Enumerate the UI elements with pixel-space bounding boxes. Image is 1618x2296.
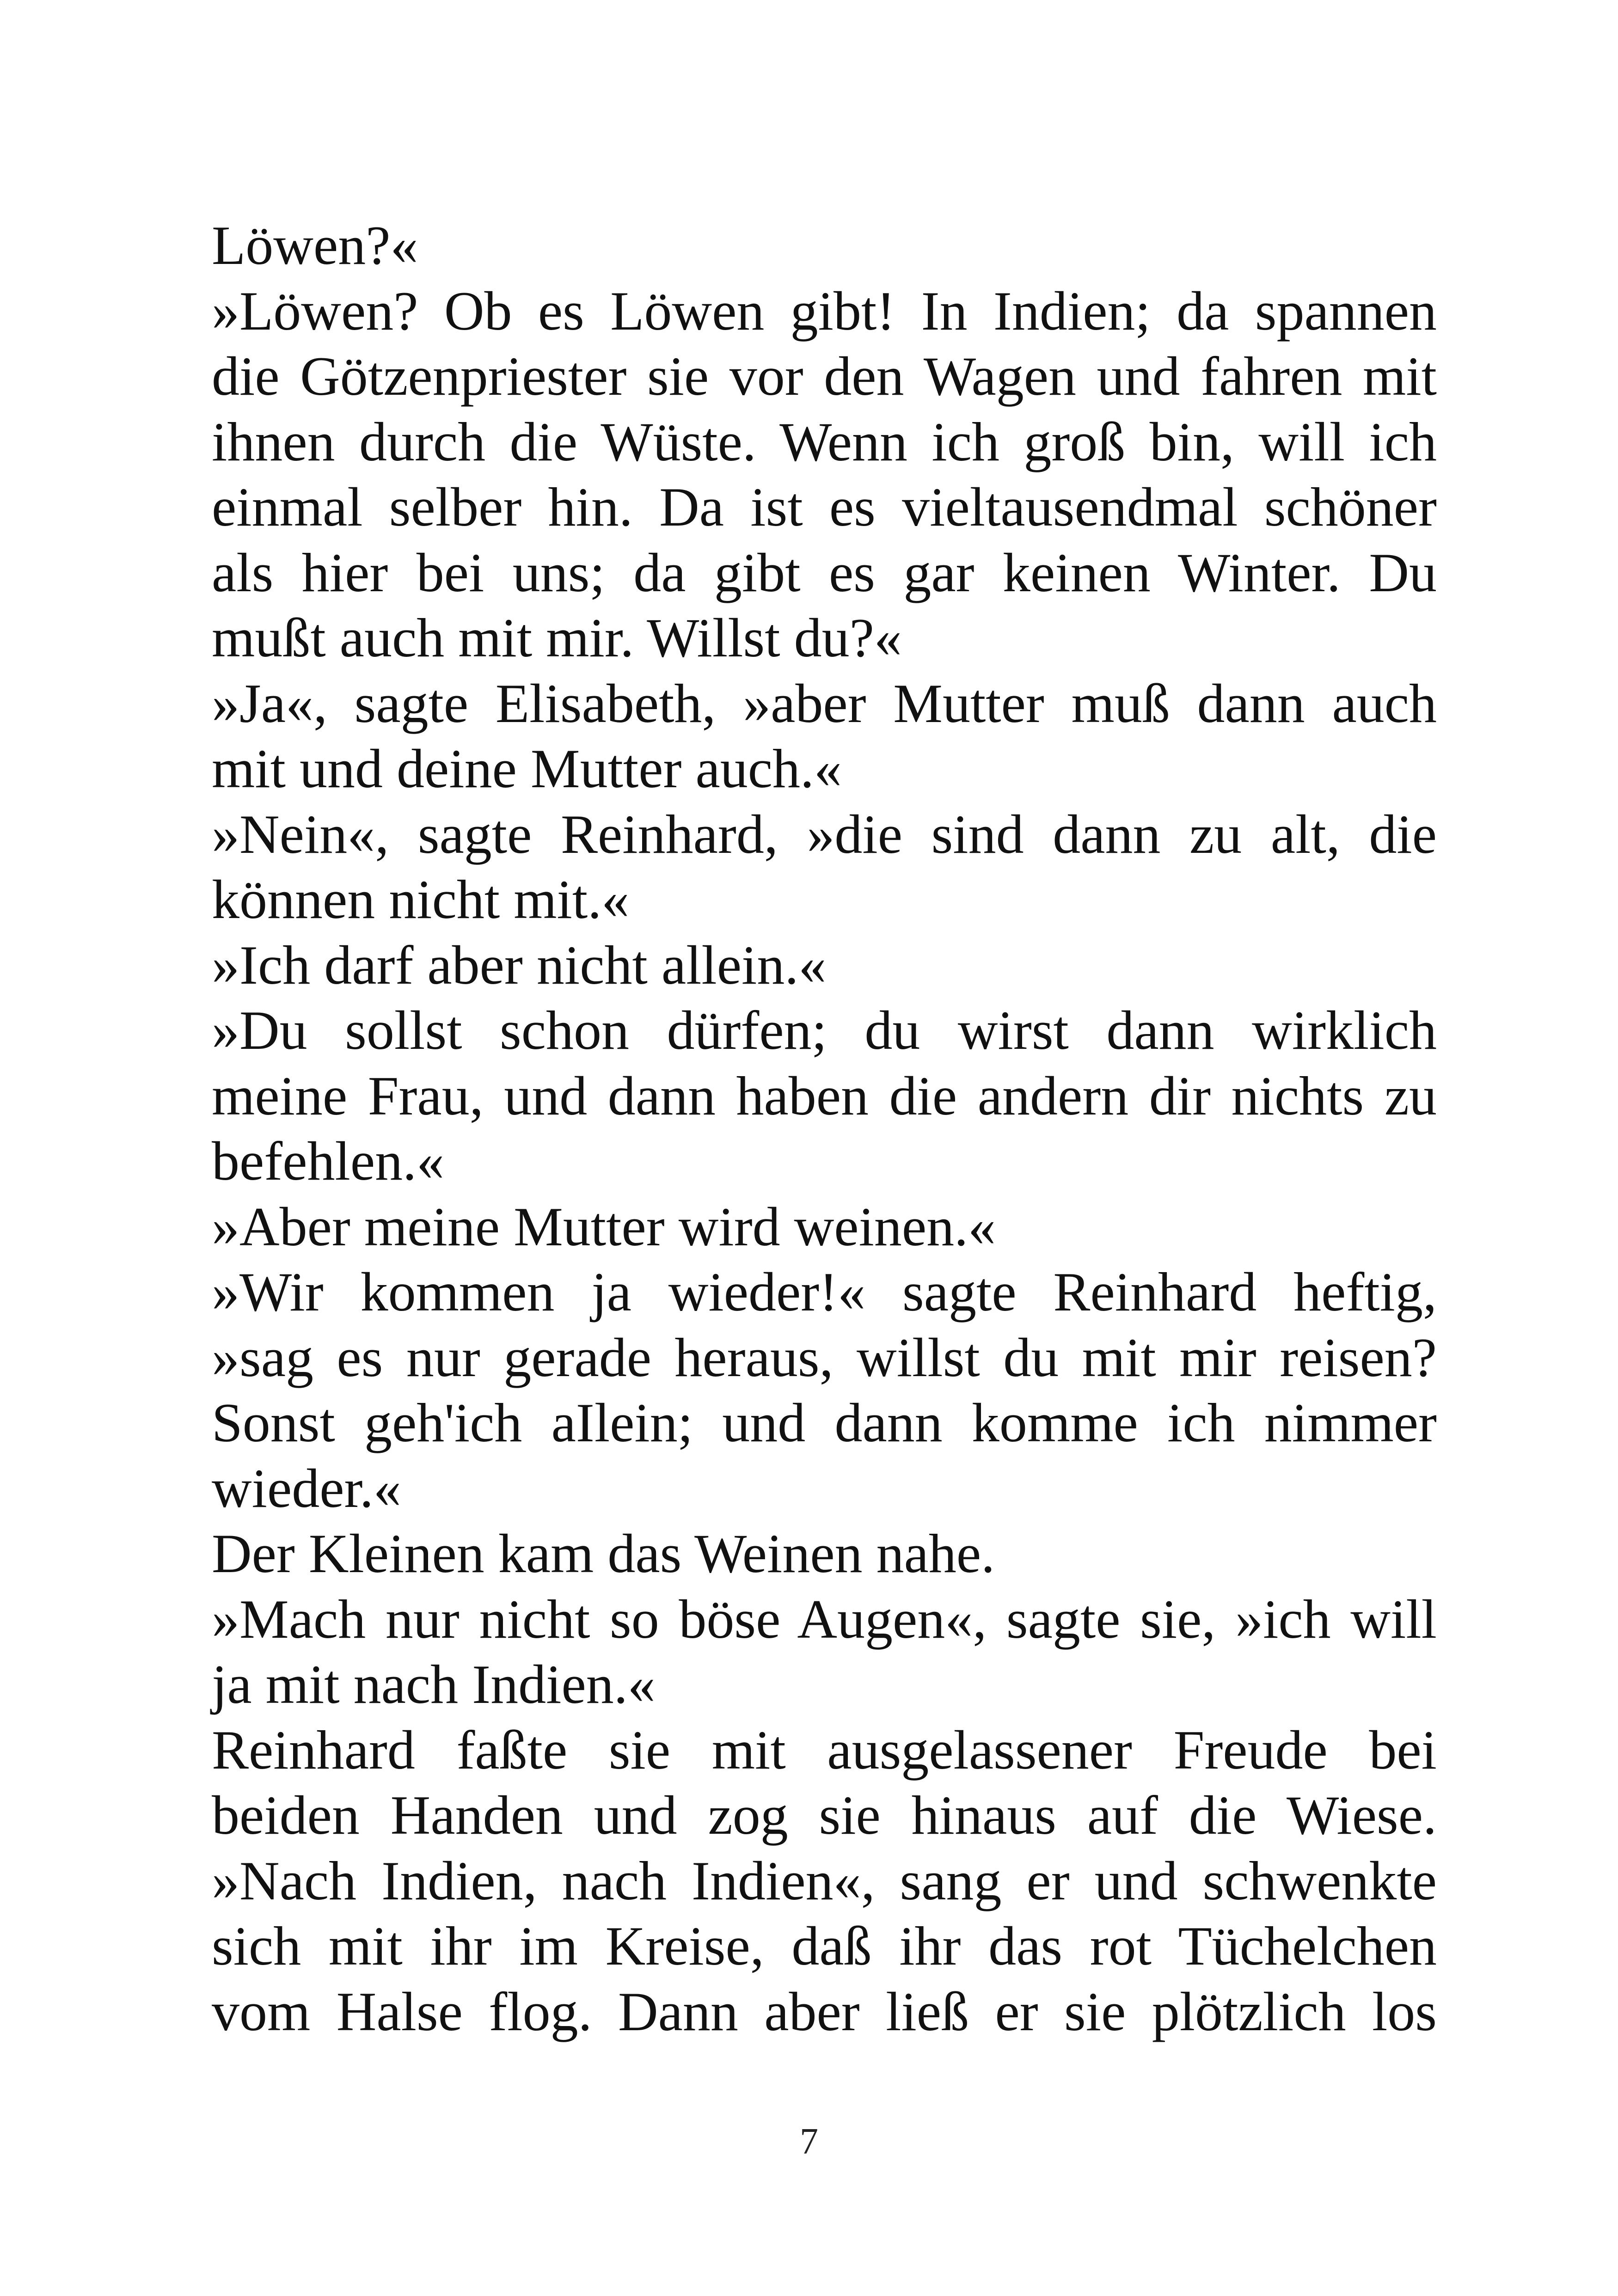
text-line: Löwen?«: [212, 214, 418, 276]
text-line: die Götzenpriester sie vor den Wagen und fahren mit: [212, 345, 1437, 407]
text-line: »Löwen? Ob es Löwen gibt! In Indien; da spannen: [212, 280, 1437, 342]
text-line: Reinhard faßte sie mit ausgelassener Freude bei: [212, 1719, 1437, 1781]
text-line: »Mach nur nicht so böse Augen«, sagte sie, »ich will: [212, 1588, 1437, 1650]
text-line: »Aber meine Mutter wird weinen.«: [212, 1195, 996, 1257]
body-text: [212, 213, 1437, 2044]
text-line: wieder.«: [212, 1457, 401, 1519]
text-line: Sonst geh'ich aIlein; und dann komme ich nimmer: [212, 1392, 1437, 1453]
text-line: befehlen.«: [212, 1130, 445, 1192]
text-line: ja mit nach Indien.«: [212, 1653, 656, 1715]
text-line: »Nein«, sagte Reinhard, »die sind dann zu alt, die: [212, 803, 1437, 865]
text-line: Der Kleinen kam das Weinen nahe.: [212, 1523, 995, 1584]
text-line: als hier bei uns; da gibt es gar keinen Winter. Du: [212, 541, 1437, 603]
text-line: mußt auch mit mir. Willst du?«: [212, 607, 902, 668]
text-line: einmal selber hin. Da ist es vieltausendmal schöner: [212, 476, 1437, 538]
text-line: können nicht mit.«: [212, 869, 630, 930]
text-line: »sag es nur gerade heraus, willst du mit mir reisen?: [212, 1326, 1437, 1388]
text-line: vom Halse flog. Dann aber ließ er sie plötzlich los: [212, 1980, 1437, 2042]
text-line: beiden Handen und zog sie hinaus auf die Wiese.: [212, 1784, 1437, 1846]
text-line: meine Frau, und dann haben die andern dir nichts zu: [212, 1065, 1437, 1127]
page-number: 7: [800, 2121, 818, 2162]
text-line: sich mit ihr im Kreise, daß ihr das rot Tüchelchen: [212, 1915, 1437, 1977]
text-line: mit und deine Mutter auch.«: [212, 738, 842, 799]
text-line: »Nach Indien, nach Indien«, sang er und schwenkte: [212, 1849, 1437, 1911]
text-line: »Ja«, sagte Elisabeth, »aber Mutter muß dann auch: [212, 672, 1437, 734]
text-line: »Wir kommen ja wieder!« sagte Reinhard heftig,: [212, 1261, 1437, 1322]
text-line: »Ich darf aber nicht allein.«: [212, 934, 827, 996]
text-line: »Du sollst schon dürfen; du wirst dann wirklich: [212, 999, 1437, 1061]
text-line: ihnen durch die Wüste. Wenn ich groß bin, will ich: [212, 410, 1437, 472]
